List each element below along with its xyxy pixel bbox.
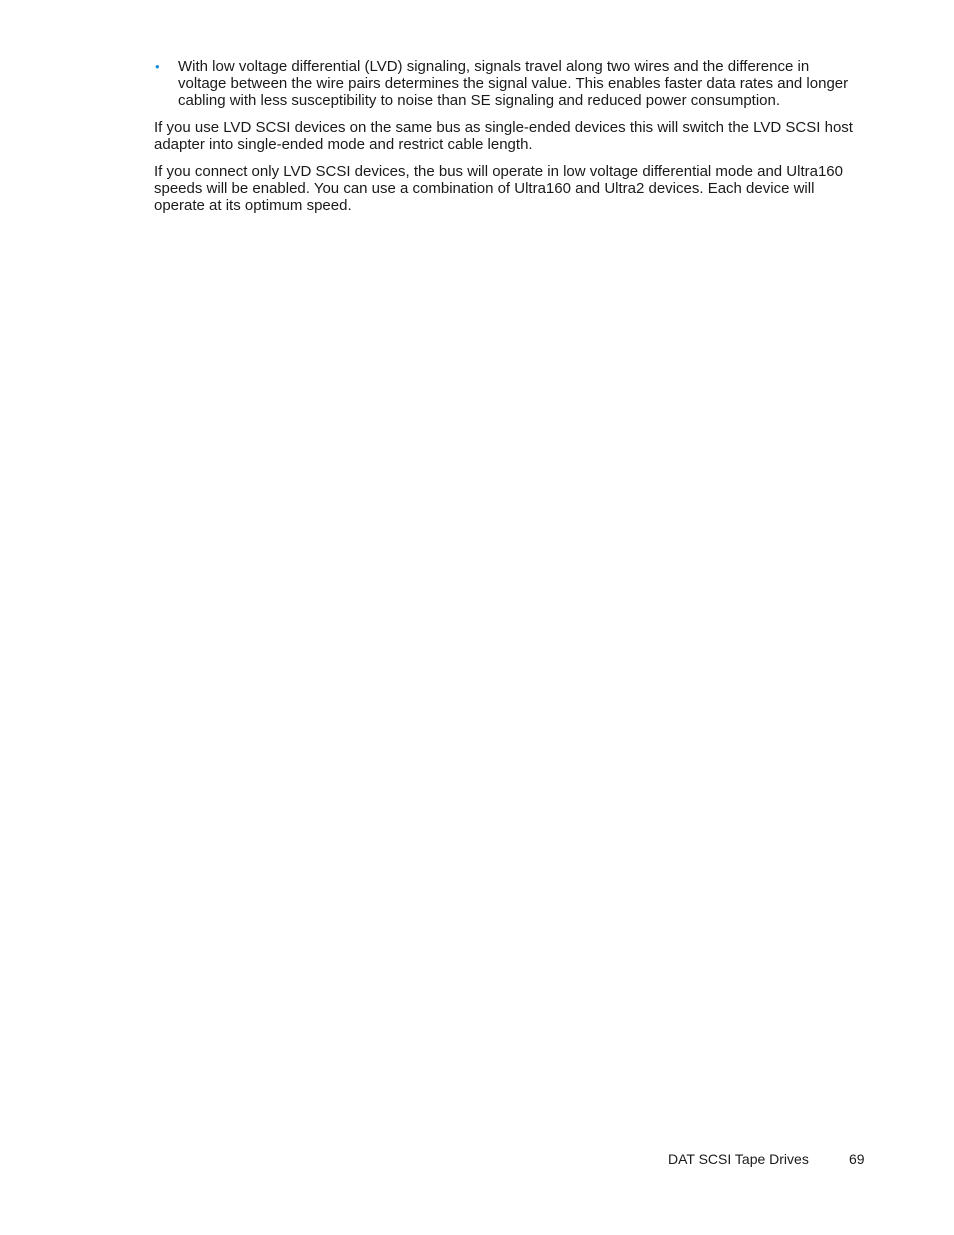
page-content (154, 58, 859, 224)
bullet-icon: • (155, 59, 160, 74)
list-item (154, 58, 859, 109)
footer-title: DAT SCSI Tape Drives (668, 1151, 809, 1167)
page-number: 69 (849, 1151, 865, 1167)
paragraph-lvd-mixed: If you use LVD SCSI devices on the same bus as single-ended devices this will switch the LVD SCSI host adapter into single-ended mode and restrict cable length. (154, 119, 853, 153)
paragraph-lvd-only: If you connect only LVD SCSI devices, the bus will operate in low voltage differential mode and Ultra160 speeds will be enabled. You can use a combination of Ultra160 and Ultra2 devices. Each device will operate at its optimum speed. (154, 163, 843, 214)
bullet-list (154, 58, 859, 109)
bullet-text: With low voltage differential (LVD) signaling, signals travel along two wires and the difference in voltage between the wire pairs determines the signal value. This enables faster data rates and longer cabling with less susceptibility to noise than SE signaling and reduced power consumption. (178, 58, 849, 109)
